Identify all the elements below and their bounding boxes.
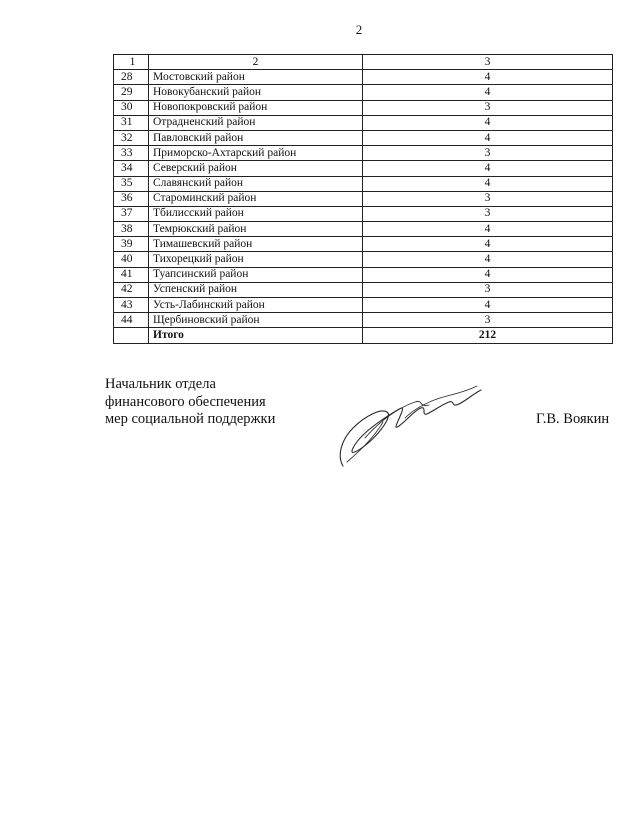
district-value: 3 <box>363 282 613 297</box>
table-row <box>114 267 613 282</box>
district-value: 3 <box>363 191 613 206</box>
district-value: 4 <box>363 222 613 237</box>
district-name: Темрюкский район <box>149 222 363 237</box>
table-row <box>114 298 613 313</box>
district-value: 4 <box>363 115 613 130</box>
table-row <box>114 130 613 145</box>
table-body <box>114 55 613 344</box>
row-number: 42 <box>114 282 149 297</box>
row-number: 36 <box>114 191 149 206</box>
table-header-row <box>114 55 613 70</box>
row-number: 44 <box>114 313 149 328</box>
table-row <box>114 161 613 176</box>
row-number: 37 <box>114 206 149 221</box>
district-value: 3 <box>363 206 613 221</box>
district-value: 4 <box>363 130 613 145</box>
district-value: 3 <box>363 313 613 328</box>
signature-position <box>105 376 275 429</box>
row-number: 39 <box>114 237 149 252</box>
row-number: 29 <box>114 85 149 100</box>
row-number: 43 <box>114 298 149 313</box>
position-line-1: Начальник отдела <box>105 376 216 392</box>
row-number: 34 <box>114 161 149 176</box>
table-row <box>114 100 613 115</box>
table-row <box>114 313 613 328</box>
page-number: 2 <box>355 22 363 37</box>
district-value: 4 <box>363 161 613 176</box>
district-value: 4 <box>363 298 613 313</box>
table-row <box>114 237 613 252</box>
header-col-1: 1 <box>114 55 149 70</box>
district-name: Новокубанский район <box>149 85 363 100</box>
position-line-2: финансового обеспечения <box>105 393 266 410</box>
district-name: Усть-Лабинский район <box>149 298 363 313</box>
district-name: Павловский район <box>149 130 363 145</box>
district-name: Тимашевский район <box>149 237 363 252</box>
position-line-3: мер социальной поддержки <box>105 411 276 427</box>
total-value: 212 <box>363 328 613 343</box>
header-col-3: 3 <box>363 55 613 70</box>
table-row <box>114 222 613 237</box>
district-value: 4 <box>363 252 613 267</box>
district-value: 4 <box>363 237 613 252</box>
district-value: 4 <box>363 267 613 282</box>
table-row <box>114 70 613 85</box>
total-label: Итого <box>149 328 363 343</box>
district-value: 4 <box>363 176 613 191</box>
row-number: 38 <box>114 222 149 237</box>
table-row <box>114 206 613 221</box>
row-number: 40 <box>114 252 149 267</box>
district-name: Тихорецкий район <box>149 252 363 267</box>
districts-table <box>113 54 613 344</box>
table-row <box>114 176 613 191</box>
row-number: 30 <box>114 100 149 115</box>
district-name: Северский район <box>149 161 363 176</box>
table-row <box>114 115 613 130</box>
district-name: Отрадненский район <box>149 115 363 130</box>
district-name: Приморско-Ахтарский район <box>149 146 363 161</box>
row-number: 41 <box>114 267 149 282</box>
row-number: 33 <box>114 146 149 161</box>
table-row <box>114 191 613 206</box>
row-number: 35 <box>114 176 149 191</box>
district-name: Тбилисский район <box>149 206 363 221</box>
table-row <box>114 282 613 297</box>
row-number: 31 <box>114 115 149 130</box>
district-name: Туапсинский район <box>149 267 363 282</box>
total-row <box>114 328 613 343</box>
total-empty-cell <box>114 328 149 343</box>
table-row <box>114 85 613 100</box>
handwritten-signature <box>335 378 485 473</box>
table-row <box>114 252 613 267</box>
header-col-2: 2 <box>149 55 363 70</box>
row-number: 28 <box>114 70 149 85</box>
row-number: 32 <box>114 130 149 145</box>
district-value: 4 <box>363 70 613 85</box>
district-value: 3 <box>363 146 613 161</box>
district-name: Успенский район <box>149 282 363 297</box>
signer-name: Г.В. Воякин <box>536 411 610 427</box>
district-name: Славянский район <box>149 176 363 191</box>
district-name: Новопокровский район <box>149 100 363 115</box>
district-value: 4 <box>363 85 613 100</box>
district-name: Староминский район <box>149 191 363 206</box>
district-name: Мостовский район <box>149 70 363 85</box>
district-value: 3 <box>363 100 613 115</box>
table-row <box>114 146 613 161</box>
district-name: Щербиновский район <box>149 313 363 328</box>
